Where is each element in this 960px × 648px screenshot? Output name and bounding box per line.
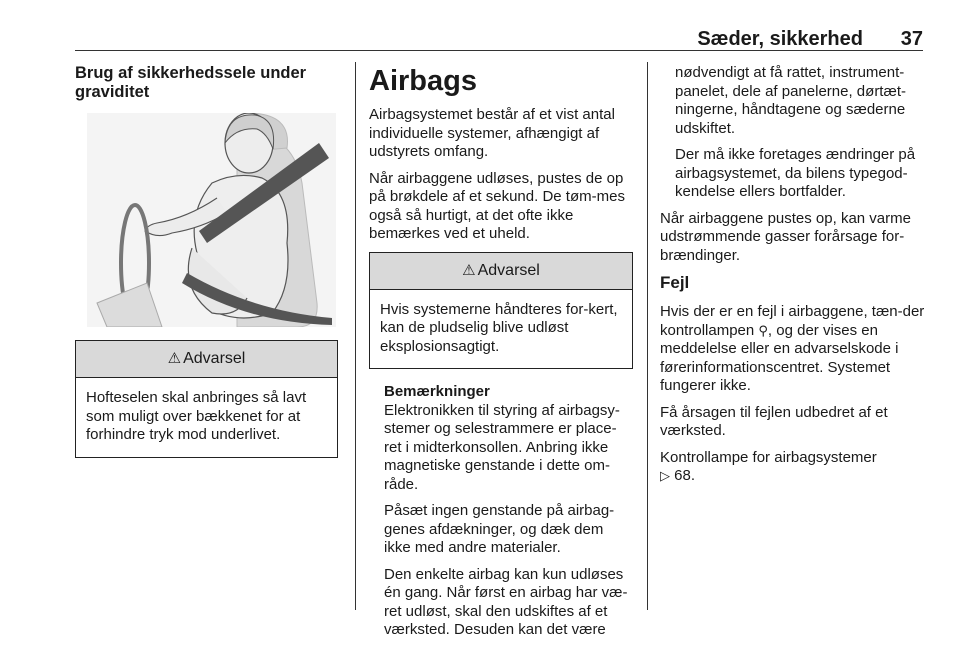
warning-box-pregnancy — [75, 340, 338, 458]
notes-label: Bemærkninger — [384, 383, 490, 400]
page-number: 37 — [900, 28, 923, 50]
reference-label: Kontrollampe for airbagsystemer — [660, 448, 877, 466]
airbags-paragraph-1: Airbagsystemet består af et vist antal individuelle systemer, afhængigt af udstyrets omfang. — [369, 106, 615, 160]
warning-header — [370, 253, 632, 290]
notes-paragraph-3: Den enkelte airbag kan kun udløses én gang. Når først en airbag har væ-ret udløst, skal den udskiftes af et værksted. Desuden kan det være — [384, 565, 628, 638]
airbag-warning-lamp-icon: ⚲ — [758, 322, 768, 338]
column-divider-2 — [647, 62, 648, 610]
seatbelt-illustration-svg — [87, 113, 336, 327]
warning-box — [75, 340, 338, 458]
warning-box-airbags — [369, 252, 633, 370]
reference-page[interactable]: 68. — [674, 467, 696, 484]
warning-label: Advarsel — [183, 350, 246, 367]
fault-text-before: Hvis der er en fejl i airbaggene, tæn-der kontrollampen — [660, 303, 925, 339]
warning-triangle-icon: ⚠ — [167, 350, 182, 367]
column-1 — [75, 64, 338, 110]
notes-block — [369, 383, 633, 640]
section-heading-pregnancy: Brug af sikkerhedssele under graviditet — [75, 64, 307, 101]
fault-paragraph-1 — [660, 303, 928, 396]
section-title: Sæder, sikkerhed — [697, 28, 863, 50]
notes-paragraph-1: Elektronikken til styring af airbagsy-stemer og selestrammere er place-ret i midterkonsollen. Anbring ikke magnetiske genstande i dette om-råde. — [384, 401, 620, 493]
fault-reference — [660, 449, 928, 486]
hot-gases-paragraph: Når airbaggene pustes op, kan varme udstrømmende gasser forårsage for-brændinger. — [660, 209, 911, 264]
fault-paragraph-2: Få årsagen til fejlen udbedret af et værksted. — [660, 403, 888, 439]
warning-label: Advarsel — [477, 261, 540, 279]
section-heading-fault: Fejl — [660, 273, 690, 292]
column-2 — [369, 64, 633, 648]
fault-text-after: , og der vises en meddelelse eller en advarselskode i førerinformationscentret. Systemet fungerer ikke. — [660, 321, 899, 394]
column-divider-1 — [355, 62, 356, 610]
warning-text: Hvis systemerne håndteres for-kert, kan de pludselig blive udløst eksplosionsagtigt. — [380, 300, 618, 355]
header-divider — [75, 50, 923, 51]
warning-triangle-icon: ⚠ — [462, 261, 476, 279]
warning-header — [76, 341, 337, 378]
notes-paragraph-2: Påsæt ingen genstande på airbag-genes afdækninger, og dæk dem ikke med andre materialer. — [384, 502, 615, 556]
page-reference-arrow-icon: ▷ — [660, 468, 670, 483]
pregnant-woman-seatbelt-illustration — [87, 113, 336, 327]
notes-continued — [660, 64, 928, 202]
notes-continued-paragraph-2: Der må ikke foretages ændringer på airbagsystemet, da bilens typegod-kendelse ellers bortfalder. — [675, 146, 916, 200]
airbags-paragraph-2: Når airbaggene udløses, pustes de op på brøkdele af et sekund. De tøm-mes også så hurtigt, at det ofte ikke bemærkes ved et uheld. — [369, 169, 625, 242]
notes-continued-paragraph-1: nødvendigt at få rattet, instrument-panelet, dele af panelerne, dørtæt-ningerne, håndtagene og sæderne udskiftet. — [675, 64, 906, 137]
page-header — [75, 28, 923, 50]
section-heading-airbags: Airbags — [369, 65, 477, 97]
column-3 — [660, 64, 928, 494]
warning-text: Hofteselen skal anbringes så lavt som muligt over bækkenet for at forhindre tryk mod underlivet. — [86, 389, 307, 443]
